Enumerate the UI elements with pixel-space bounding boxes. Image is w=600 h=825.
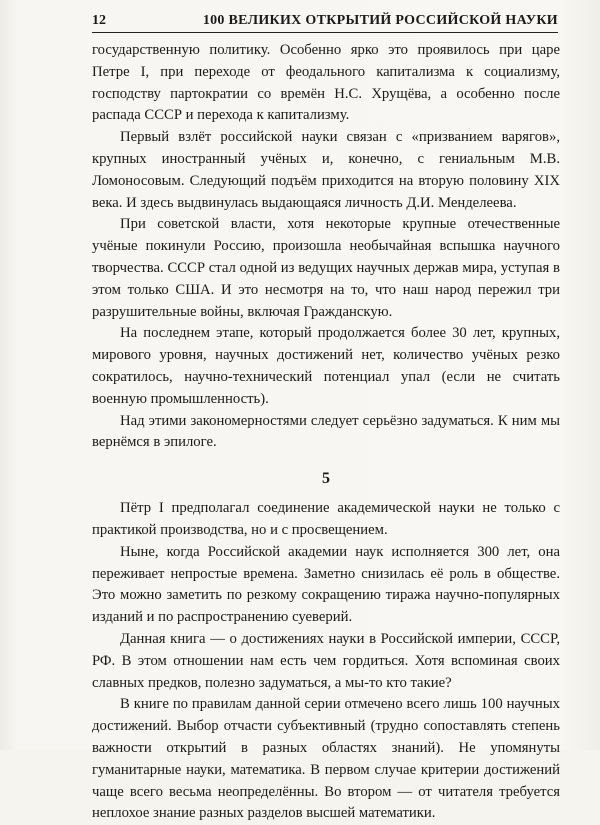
- page-body: [92, 40, 560, 825]
- paragraph: При советской власти, хотя некоторые крупные отечественные учёные покинули Россию, произошла необычайная вспышка научного творчества. СССР стал одной из ведущих научных держав мира, уступая в этом только США. И это несмотря на то, что наш народ пережил три разрушительные войны, включая Гражданскую.: [92, 216, 560, 320]
- page-number: 12: [92, 13, 106, 28]
- running-title: 100 ВЕЛИКИХ ОТКРЫТИЙ РОССИЙСКОЙ НАУКИ: [202, 13, 558, 28]
- paragraph: Над этими закономерностями следует серьёзно задуматься. К ним мы вернёмся в эпилоге.: [92, 412, 560, 451]
- paragraph: В книге по правилам данной серии отмечено всего лишь 100 научных достижений. Выбор отчасти субъективный (трудно сопоставлять степень важности открытий в разных областях знаний). Не упомянуты гуманитарные науки, математика. В первом случае критерии достижений чаще всего весьма неопределённы. Во втором — от читателя требуется неплохое знание разных разделов высшей математики.: [92, 696, 560, 822]
- paragraph: Данная книга — о достижениях науки в Российской империи, СССР, РФ. В этом отношении нам есть чем гордиться. Хотя вспоминая своих славных предков, полезно задуматься, а мы-то кто такие?: [92, 630, 560, 691]
- paragraph: Ныне, когда Российской академии наук исполняется 300 лет, она переживает непростые времена. Заметно снизилась её роль в обществе. Это можно заметить по резкому сокращению тиража научно-популярных изданий и по распространению суеверий.: [92, 543, 560, 626]
- paragraph: государственную политику. Особенно ярко это проявилось при царе Петре I, при переходе от феодального капитализма к социализму, господству партократии со времён Н.С. Хрущёва, а особенно после распада СССР и перехода к капитализму.: [92, 42, 560, 124]
- paragraph: Пётр I предполагал соединение академической науки не только с практикой производства, но и с просвещением.: [92, 500, 560, 538]
- section-number: 5: [322, 470, 330, 488]
- paragraph: Первый взлёт российской науки связан с «призванием варягов», крупных иностранный учёных и, конечно, с гениальным М.В. Ломоносовым. Следующий подъём приходится на вторую половину XIX века. И здесь выдвинулась выдающаяся личность Д.И. Менделеева.: [92, 129, 560, 211]
- page-header: [92, 10, 558, 33]
- paragraph: На последнем этапе, который продолжается более 30 лет, крупных, мирового уровня, научных достижений нет, количество учёных резко сократилось, научно-технический потенциал упал (если не считать военную промышленность).: [92, 325, 560, 407]
